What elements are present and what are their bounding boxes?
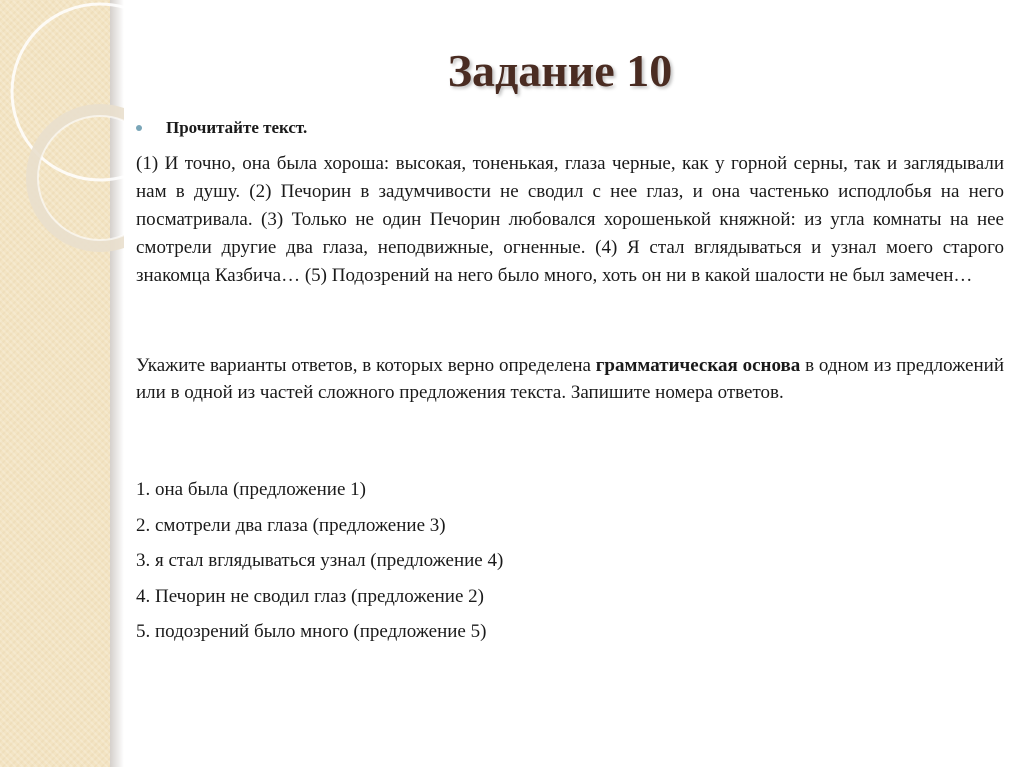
bullet-label: Прочитайте текст.	[166, 118, 308, 137]
passage-text: (1) И точно, она была хороша: высокая, тоненькая, глаза черные, как у горной серны, так и заглядывали нам в душу. (2) Печорин в задумчивости не сводил с нее глаз, и она частенько исподлобья на него посматривала. (3) Только не один Печорин любовался хорошенькой княжной: из угла комнаты на нее смотрели другие два глаза, неподвижные, огненные. (4) Я стал вглядываться и узнал моего старого знакомца Казбича… (5) Подозрений на него было много, хоть он ни в какой шалости не был замечен…	[136, 153, 1004, 286]
answer-option-5: 5. подозрений было много (предложение 5)	[136, 621, 487, 642]
decorative-circle-icon	[0, 0, 124, 767]
answer-option-1: 1. она была (предложение 1)	[136, 479, 366, 500]
answer-option-2: 2. смотрели два глаза (предложение 3)	[136, 514, 446, 536]
answer-option-4: 4. Печорин не сводил глаз (предложение 2)	[136, 585, 484, 607]
answer-option-3: 3. я стал вглядываться узнал (предложение 4)	[136, 550, 504, 571]
instruction-emphasis: грамматическая основа	[595, 355, 801, 376]
instruction-after: в одном из предложений или в одной из частей сложного предложения текста. Запишите номера ответов.	[136, 355, 1004, 403]
bullet-item	[136, 118, 307, 138]
answer-options	[136, 478, 503, 656]
bullet-dot-icon	[136, 125, 142, 131]
instruction-text	[136, 352, 1004, 406]
page-title: Задание 10	[447, 45, 673, 96]
instruction-before: Укажите варианты ответов, в которых верно определена	[136, 355, 596, 376]
